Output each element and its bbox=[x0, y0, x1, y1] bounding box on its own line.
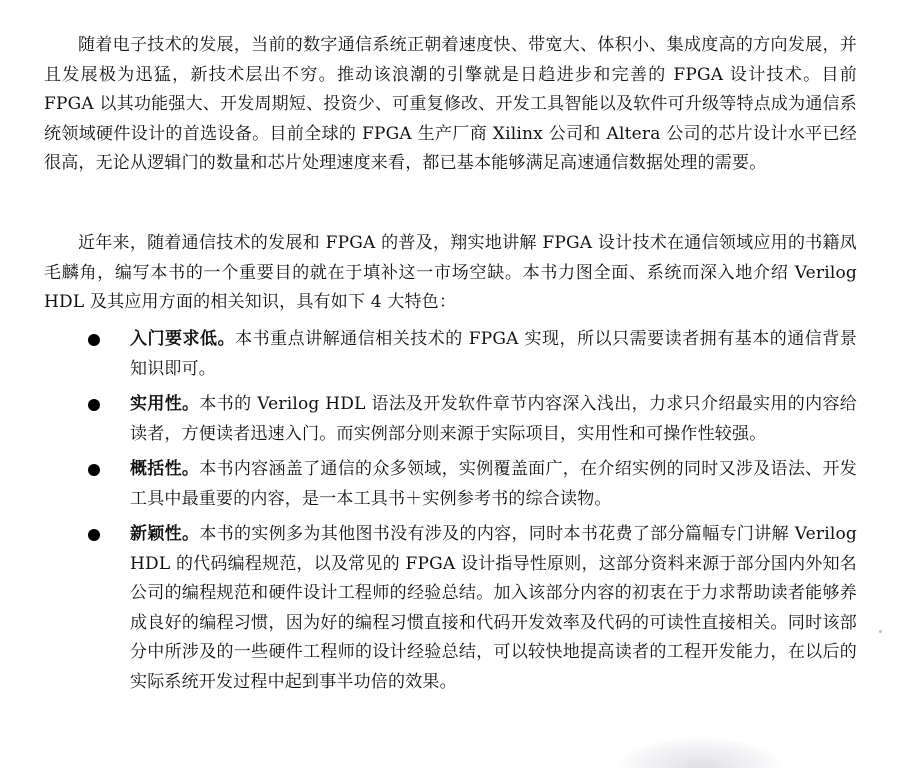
bullet-icon bbox=[88, 399, 100, 411]
feature-item-generality bbox=[84, 455, 857, 514]
feature-text: 本书的实例多为其他图书没有涉及的内容，同时本书花费了部分篇幅专门讲解 Verilog HDL 的代码编程规范，以及常见的 FPGA 设计指导性原则，这部分资料来源于部分国内外知名公司的编程规范和硬件设计工程师的经验总结。加入该部分内容的初衷在于力求帮助读者能够养成良好的编程习惯，因为好的编程习惯直接和代码开发效率及代码的可读性直接相关。同时该部分中所涉及的一些硬件工程师的设计经验总结，可以较快地提高读者的工程开发能力，在以后的实际系统开发过程中起到事半功倍的效果。 bbox=[130, 524, 857, 692]
scan-speck bbox=[879, 630, 882, 633]
feature-title: 入门要求低。 bbox=[130, 329, 236, 349]
intro-paragraph-2: 近年来，随着通信技术的发展和 FPGA 的普及，翔实地讲解 FPGA 设计技术在通信领域应用的书籍凤毛麟角，编写本书的一个重要目的就在于填补这一市场空缺。本书力图全面、系统而深入地介绍 Verilog HDL 及其应用方面的相关知识，具有如下 4 大特色： bbox=[44, 233, 857, 312]
bullet-icon bbox=[88, 334, 100, 346]
bullet-icon bbox=[88, 529, 100, 541]
feature-item-novelty bbox=[84, 520, 857, 697]
bullet-icon bbox=[88, 464, 100, 476]
feature-list bbox=[84, 325, 857, 703]
feature-text: 本书重点讲解通信相关技术的 FPGA 实现，所以只需要读者拥有基本的通信背景知识即可。 bbox=[130, 329, 857, 379]
feature-title: 概括性。 bbox=[130, 459, 200, 479]
scan-smudge bbox=[620, 738, 780, 768]
feature-item-practicality bbox=[84, 390, 857, 449]
feature-item-entry-level bbox=[84, 325, 857, 384]
feature-title: 新颖性。 bbox=[130, 524, 200, 544]
intro-paragraph-1: 随着电子技术的发展，当前的数字通信系统正朝着速度快、带宽大、体积小、集成度高的方向发展，并且发展极为迅猛，新技术层出不穷。推动该浪潮的引擎就是日趋进步和完善的 FPGA 设计技术。目前 FPGA 以其功能强大、开发周期短、投资少、可重复修改、开发工具智能以及软件可升级等特点成为通信系统领域硬件设计的首选设备。目前全球的 FPGA 生产厂商 Xilinx 公司和 Altera 公司的芯片设计水平已经很高，无论从逻辑门的数量和芯片处理速度来看，都已基本能够满足高速通信数据处理的需要。 bbox=[44, 35, 857, 173]
feature-title: 实用性。 bbox=[130, 394, 200, 414]
feature-text: 本书的 Verilog HDL 语法及开发软件章节内容深入浅出，力求只介绍最实用的内容给读者，方便读者迅速入门。而实例部分则来源于实际项目，实用性和可操作性较强。 bbox=[130, 394, 857, 444]
feature-text: 本书内容涵盖了通信的众多领域，实例覆盖面广，在介绍实例的同时又涉及语法、开发工具中最重要的内容，是一本工具书＋实例参考书的综合读物。 bbox=[130, 459, 857, 509]
